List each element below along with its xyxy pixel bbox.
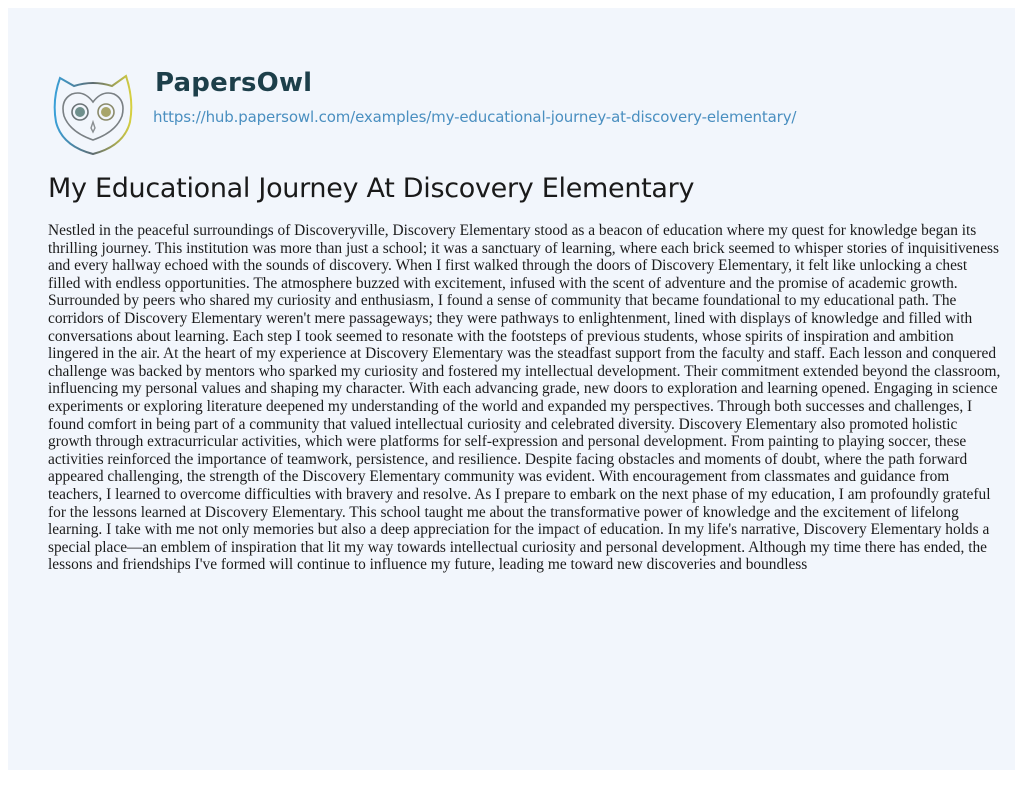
owl-logo-icon (50, 66, 136, 158)
page-url-link[interactable]: https://hub.papersowl.com/examples/my-educational-journey-at-discovery-elementary/ (153, 108, 797, 126)
article-body: Nestled in the peaceful surroundings of Discoveryville, Discovery Elementary stood as a beacon of education where my quest for knowledge began its thrilling journey. This institution was more than just a school; it was a sanctuary of learning, where each brick seemed to whisper stories of inquisitiveness and every hallway echoed with the sounds of discovery. When I first walked through the doors of Discovery Elementary, it felt like unlocking a chest filled with endless opportunities. The atmosphere buzzed with excitement, infused with the scent of adventure and the promise of academic growth. Surrounded by peers who shared my curiosity and enthusiasm, I found a sense of community that became foundational to my educational path. The corridors of Discovery Elementary weren't mere passageways; they were pathways to enlightenment, lined with displays of knowledge and filled with conversations about learning. Each step I took seemed to resonate with the footsteps of previous students, whose spirits of inspiration and ambition lingered in the air. At the heart of my experience at Discovery Elementary was the steadfast support from the faculty and staff. Each lesson and conquered challenge was backed by mentors who sparked my curiosity and fostered my intellectual development. Their commitment extended beyond the classroom, influencing my personal values and shaping my character. With each advancing grade, new doors to exploration and learning opened. Engaging in science experiments or exploring literature deepened my understanding of the world and expanded my perspectives. Through both successes and challenges, I found comfort in being part of a community that valued intellectual curiosity and celebrated diversity. Discovery Elementary also promoted holistic growth through extracurricular activities, which were platforms for self-expression and personal development. From painting to playing soccer, these activities reinforced the importance of teamwork, persistence, and resilience. Despite facing obstacles and moments of doubt, where the path forward appeared challenging, the strength of the Discovery Elementary community was evident. With encouragement from classmates and guidance from teachers, I learned to overcome difficulties with bravery and resolve. As I prepare to embark on the next phase of my education, I am profoundly grateful for the lessons learned at Discovery Elementary. This school taught me about the transformative power of knowledge and the excitement of lifelong learning. I take with me not only memories but also a deep appreciation for the impact of education. In my life's narrative, Discovery Elementary holds a special place—an emblem of inspiration that lit my way towards intellectual curiosity and personal development. Although my time there has ended, the lessons and friendships I've formed will continue to influence my future, leading me toward new discoveries and boundless (48, 222, 1001, 574)
document-card (8, 8, 1015, 770)
page-title: My Educational Journey At Discovery Elementary (48, 173, 695, 204)
site-header (8, 8, 1015, 158)
brand-name: PapersOwl (155, 68, 313, 98)
